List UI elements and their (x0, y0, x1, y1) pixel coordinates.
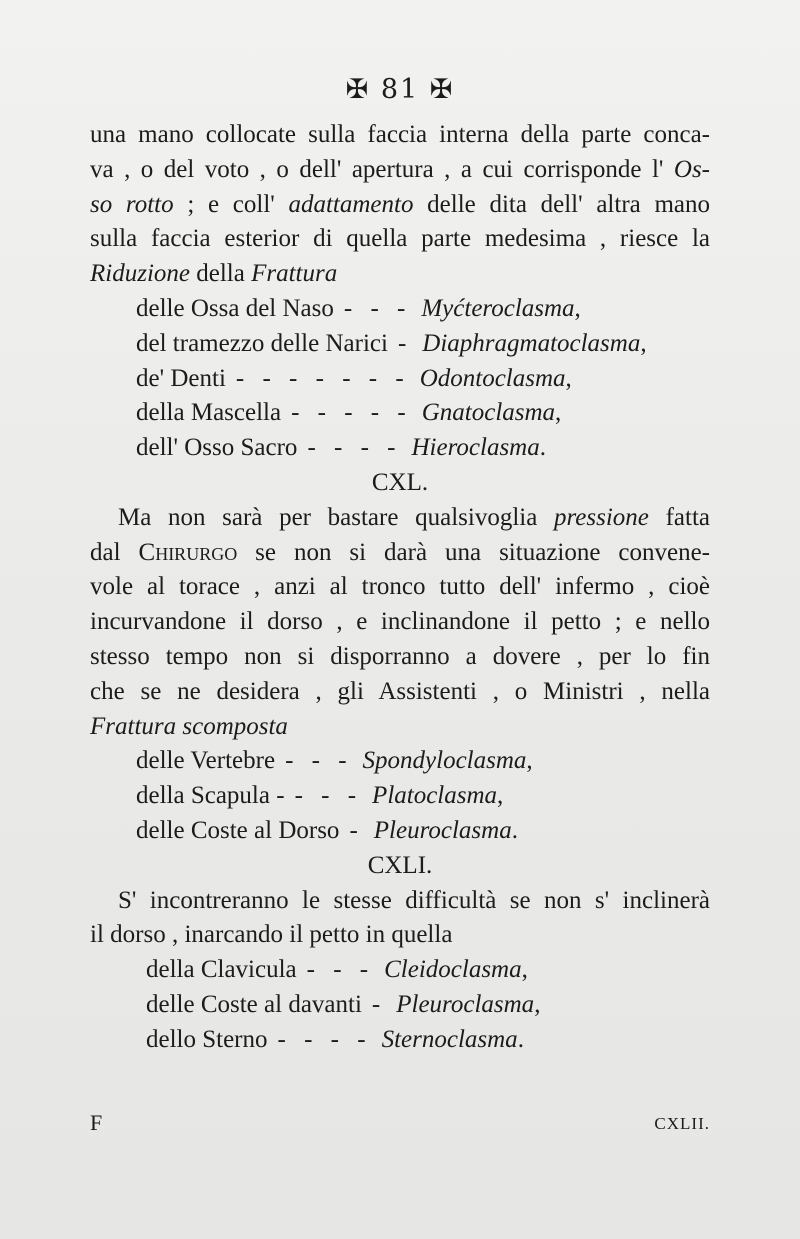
text-line: dal Chirurgo se non si darà una situazione convene- (90, 538, 710, 566)
page-header: ✠ 81 ✠ (345, 74, 455, 105)
section-number: CXL. (371, 468, 429, 496)
page-footer (90, 1110, 710, 1136)
list-item: della Mascella - - - - - Gnatoclasma , (136, 399, 562, 427)
list-item: delle Coste al davanti - Pleuroclasma , (146, 990, 541, 1018)
list-item: delle Coste al Dorso - Pleuroclasma . (136, 816, 518, 844)
list-item: delle Vertebre - - - Spondyloclasma , (136, 747, 533, 775)
text-line: va , o del voto , o dell' apertura , a cui corrisponde l' Os- (90, 155, 710, 183)
page-body (90, 118, 710, 1058)
section-number: CXLI. (367, 851, 433, 879)
text-line: una mano collocate sulla faccia interna della parte conca- (90, 121, 710, 148)
fracture-list-3 (90, 953, 710, 1057)
text-line: stesso tempo non si disporranno a dovere , per lo fin (90, 642, 710, 670)
signature-mark: F (90, 1110, 103, 1135)
list-item: del tramezzo delle Narici - Diaphragmatoclasma , (136, 329, 647, 357)
list-item: dello Sterno - - - - Sternoclasma . (146, 1025, 524, 1053)
text-line: Riduzione della Frattura (90, 260, 338, 288)
text-line: so rotto ; e coll' adattamento delle dita dell' altra mano (90, 190, 710, 218)
list-item: della Scapula - - - - Platoclasma , (136, 782, 504, 810)
text-line: vole al torace , anzi al tronco tutto dell' infermo , cioè (90, 573, 710, 601)
text-line: S' incontreranno le stesse difficultà se non s' inclinerà (118, 886, 710, 914)
text-line: che se ne desidera , gli Assistenti , o Ministri , nella (90, 677, 710, 705)
list-item: della Clavicula - - - Cleidoclasma , (146, 956, 528, 984)
text-line: il dorso , inarcando il petto in quella (90, 921, 453, 949)
text-line: Frattura scomposta (90, 712, 288, 740)
text-line: Ma non sarà per bastare qualsivoglia pressione fatta (118, 503, 710, 531)
catchword: CXLII. (654, 1114, 710, 1133)
text-line: incurvandone il dorso , e inclinandone il petto ; e nello (90, 608, 710, 636)
fracture-list-2 (90, 744, 710, 848)
list-item: dell' Osso Sacro - - - - Hieroclasma . (136, 434, 546, 462)
fracture-list-1 (90, 292, 710, 466)
list-item: de' Denti - - - - - - - Odontoclasma , (136, 364, 572, 392)
list-item: delle Ossa del Naso - - - Myćteroclasma , (136, 294, 581, 322)
text-line: sulla faccia esterior di quella parte medesima , riesce la (90, 225, 710, 253)
